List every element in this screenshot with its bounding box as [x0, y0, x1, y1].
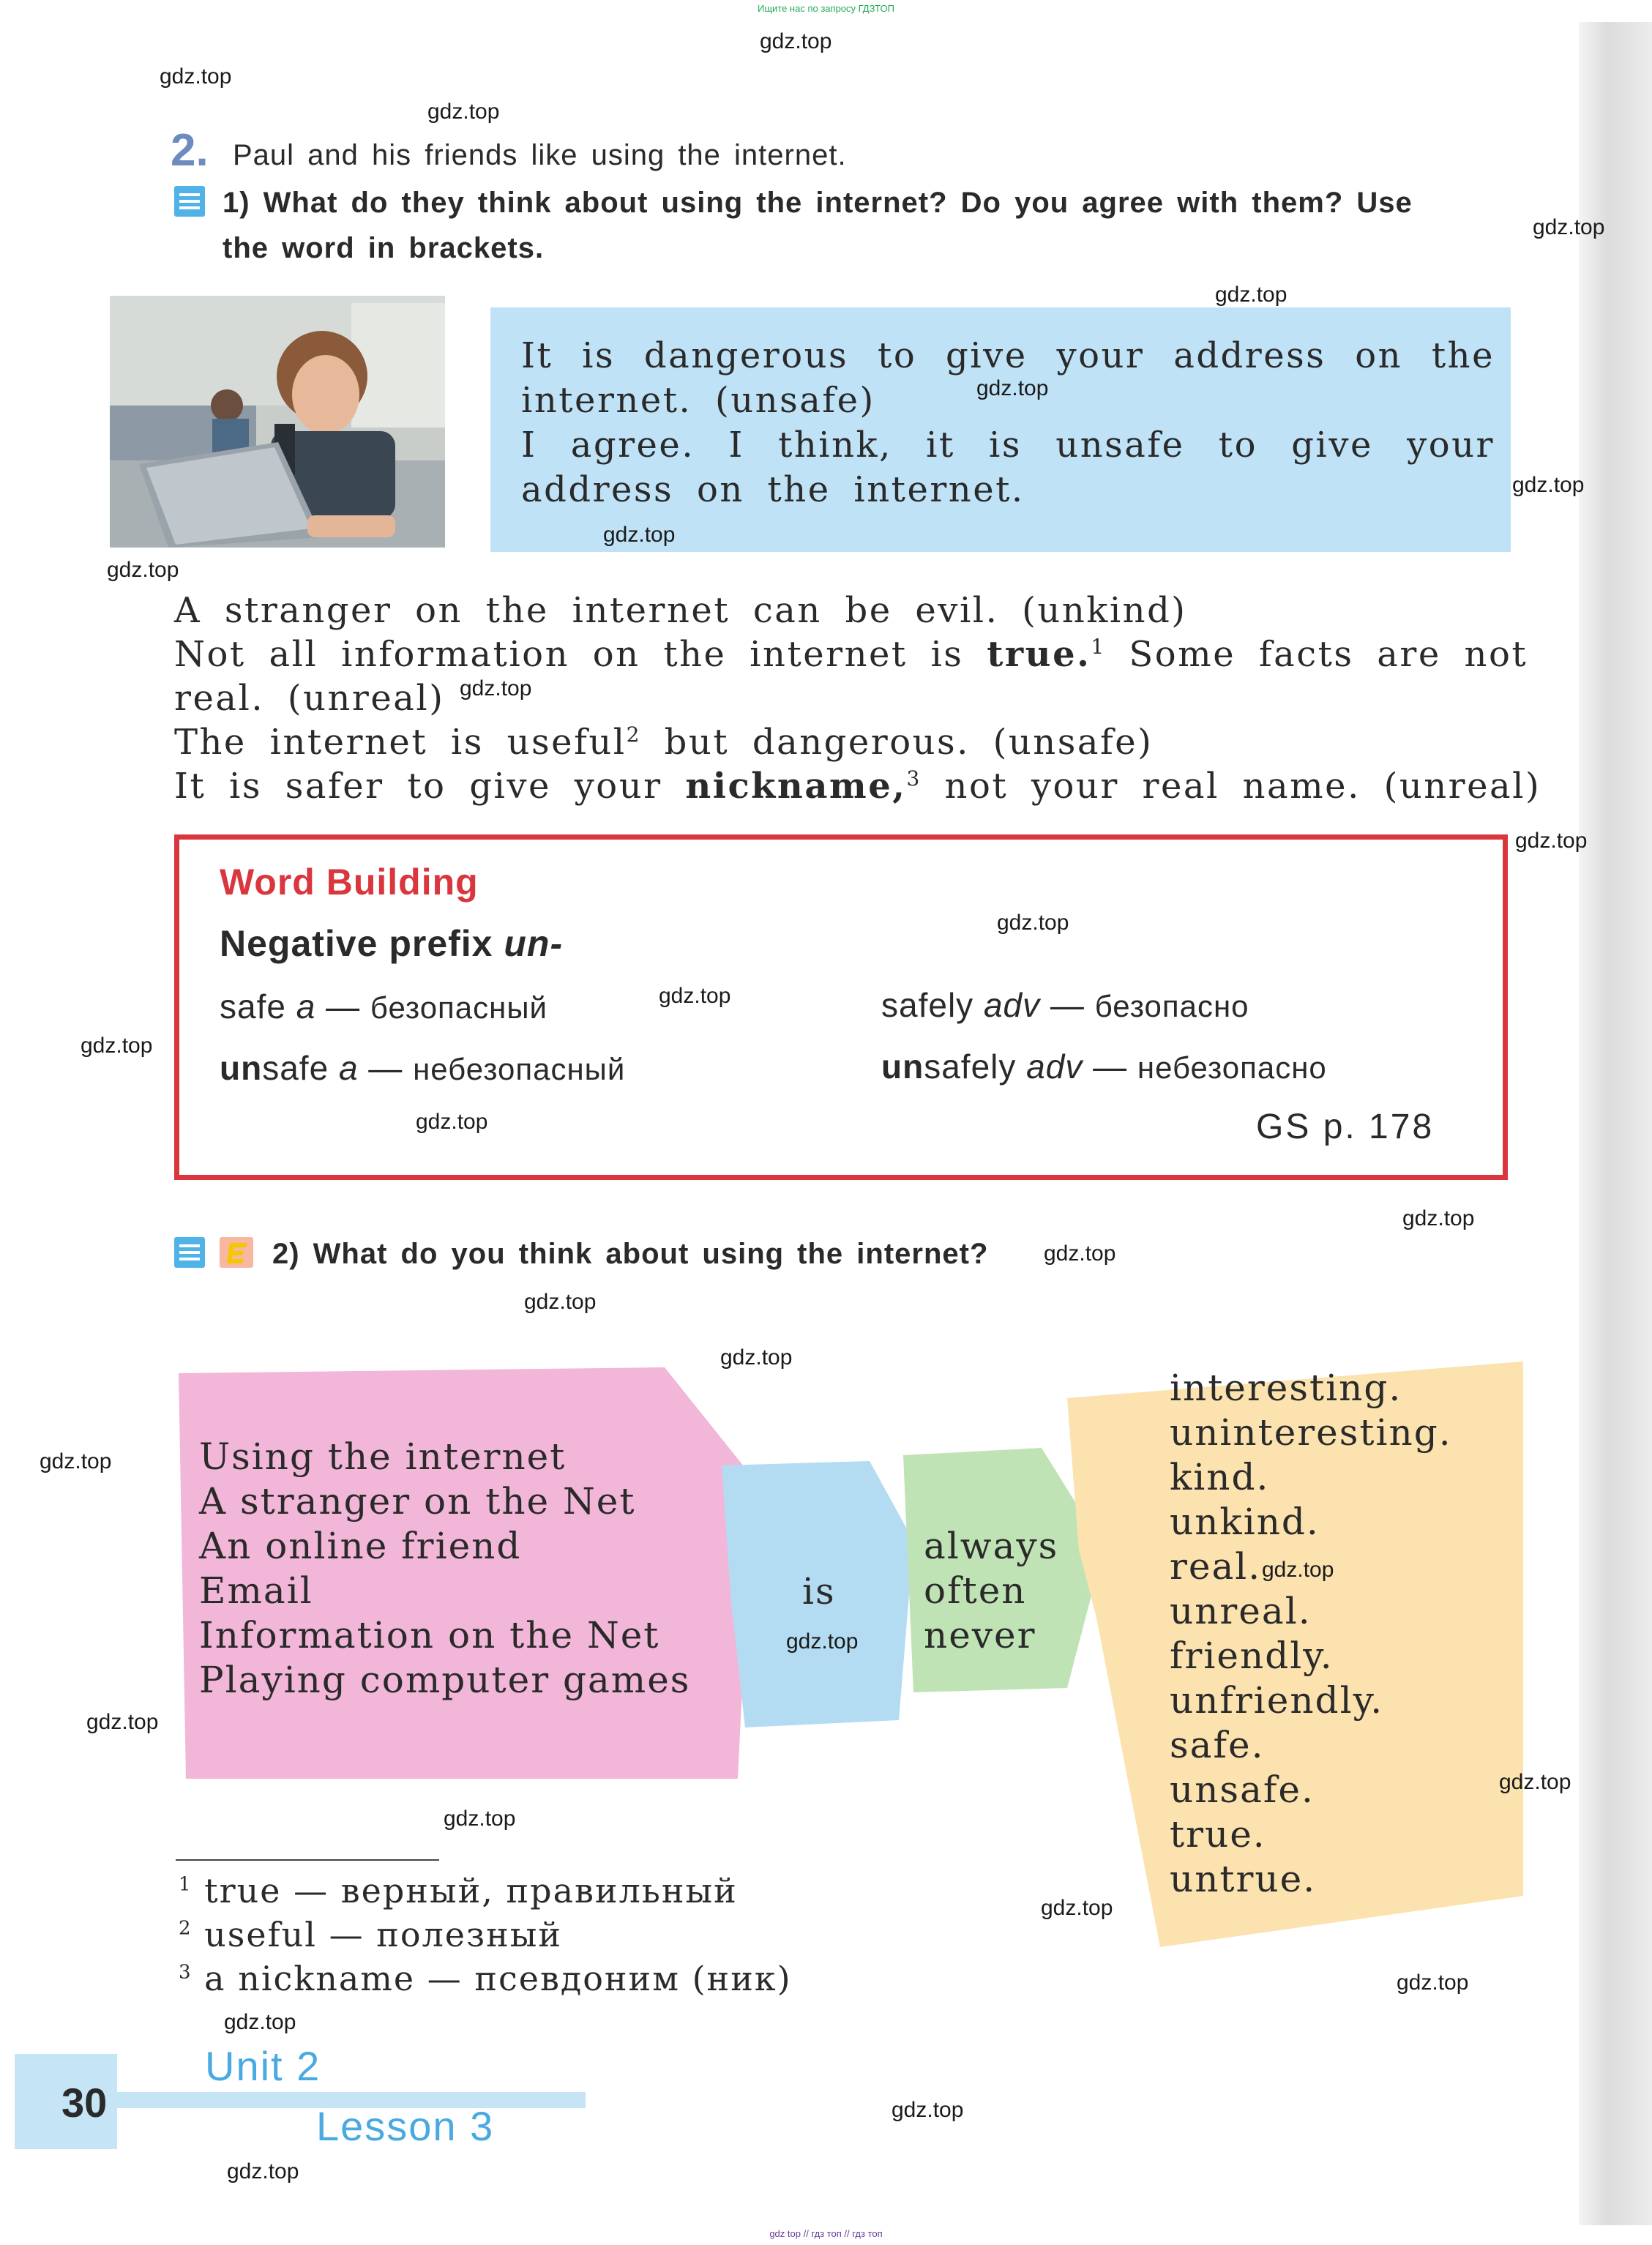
footnote-number: 2 [179, 1917, 193, 1940]
wb-dash: — [1040, 986, 1095, 1024]
watermark: gdz.top [1515, 829, 1588, 853]
adverb-item: always [924, 1525, 1059, 1567]
footnote-ref-1: 1 [1091, 635, 1106, 659]
part1-line1: 1) What do they think about using the internet? Do you agree with them? Use [223, 187, 1413, 219]
watermark: gdz.top [720, 1345, 793, 1370]
footer-note: gdz top // гдз топ // гдз топ [769, 2228, 883, 2239]
adjective-item: real. [1170, 1545, 1262, 1588]
sentence-4-bold: nickname, [685, 766, 907, 807]
watermark: gdz.top [892, 2098, 964, 2122]
subjects-list [199, 1435, 690, 1703]
page-edge-shadow [1579, 22, 1652, 2225]
sentence-3-start: The internet is useful [174, 722, 627, 763]
subject-item: An online friend [199, 1525, 522, 1567]
footnote-3 [179, 1959, 792, 1998]
watermark: gdz.top [81, 1034, 153, 1058]
sentence-3-end: but dangerous. (unsafe) [640, 722, 1154, 763]
watermark: gdz.top [160, 64, 232, 89]
watermark: gdz.top [760, 29, 832, 53]
adjective-item: true. [1170, 1813, 1266, 1856]
wb-translation: безопасный [370, 990, 547, 1025]
watermark: gdz.top [1499, 1770, 1571, 1794]
watermark: gdz.top [40, 1449, 112, 1473]
example-line4: address on the internet. [521, 469, 1025, 510]
wb-word: safe [220, 987, 296, 1026]
footnote-text: useful — полезный [204, 1915, 563, 1954]
watermark: gdz.top [659, 984, 731, 1008]
adjective-item: untrue. [1170, 1858, 1317, 1900]
footnote-number: 3 [179, 1961, 193, 1984]
example-line2: internet. (unsafe) [521, 380, 875, 421]
list-icon [174, 186, 205, 217]
verb: is [802, 1570, 836, 1613]
watermark: gdz.top [107, 558, 179, 582]
footnote-rule [176, 1859, 439, 1861]
part1-line2: the word in brackets. [223, 232, 545, 264]
part2-instruction: 2) What do you think about using the internet? [272, 1238, 989, 1270]
watermark: gdz.top [227, 2159, 299, 2184]
watermark: gdz.top [427, 100, 500, 124]
watermark: gdz.top [460, 676, 532, 701]
adjective-item: unsafe. [1170, 1768, 1315, 1811]
lesson-label: Lesson 3 [316, 2103, 495, 2149]
wb-translation: небезопасный [413, 1052, 626, 1086]
subject-item: Email [199, 1569, 313, 1612]
boy-laptop-photo [110, 296, 445, 548]
watermark: gdz.top [786, 1629, 859, 1654]
wb-prefix: un [220, 1049, 263, 1087]
subtitle-prefix: un- [504, 923, 564, 964]
wb-row1-right [881, 985, 1249, 1025]
adjective-item: interesting. [1170, 1367, 1402, 1409]
adverb-item: often [924, 1569, 1027, 1612]
adjective-item: safe. [1170, 1724, 1265, 1766]
pencil-icon [220, 1237, 253, 1268]
adjective-item: unreal. [1170, 1590, 1312, 1632]
footnote-text: a nickname — псевдоним (ник) [204, 1959, 792, 1998]
watermark: gdz.top [1533, 215, 1605, 239]
example-text [521, 334, 1495, 512]
watermark: gdz.top [224, 2010, 296, 2034]
wb-row1-left [220, 987, 547, 1026]
wb-pos: a [296, 987, 316, 1026]
example-line3: I agree. I think, it is unsafe to give your [521, 425, 1495, 466]
footnote-1 [179, 1871, 738, 1910]
wb-row2-left [220, 1048, 625, 1088]
page-number: 30 [61, 2080, 108, 2126]
adjectives-list [1170, 1366, 1452, 1902]
sentence-2-start: Not all information on the internet is [174, 634, 987, 675]
adjective-item: unkind. [1170, 1501, 1320, 1543]
word-building-title: Word Building [220, 862, 479, 903]
subtitle-text: Negative prefix [220, 923, 504, 964]
sentence-2-line2: real. (unreal) [174, 678, 445, 719]
unit-label: Unit 2 [205, 2043, 321, 2089]
watermark: gdz.top [444, 1807, 516, 1831]
wb-dash: — [1083, 1047, 1137, 1086]
wb-dash: — [315, 987, 370, 1026]
subject-item: Information on the Net [199, 1614, 660, 1656]
footnote-ref-2: 2 [626, 722, 641, 747]
footnote-number: 1 [179, 1873, 193, 1896]
watermark: gdz.top [1044, 1241, 1116, 1266]
wb-word: safe [262, 1049, 339, 1087]
wb-translation: безопасно [1094, 989, 1249, 1023]
adjective-item: friendly. [1170, 1635, 1334, 1677]
adverb-item: never [924, 1614, 1036, 1656]
adverbs-list [924, 1524, 1058, 1658]
example-line1: It is dangerous to give your address on the [521, 335, 1495, 376]
subject-item: A stranger on the Net [199, 1480, 636, 1523]
wb-row2-right [881, 1047, 1327, 1086]
sentence-1: A stranger on the internet can be evil. (unkind) [174, 590, 1187, 631]
wb-translation: небезопасно [1137, 1050, 1327, 1085]
sentence-4 [174, 766, 1541, 807]
grammar-reference: GS p. 178 [1256, 1107, 1435, 1146]
wb-pos: a [338, 1049, 359, 1087]
sentence-4-end: not your real name. (unreal) [921, 766, 1541, 807]
word-building-subtitle [220, 922, 563, 965]
part1-instruction [223, 180, 1511, 271]
watermark: gdz.top [603, 523, 676, 547]
watermark: gdz.top [1215, 283, 1287, 307]
subject-item: Using the internet [199, 1435, 567, 1478]
watermark: gdz.top [86, 1710, 159, 1734]
watermark: gdz.top [976, 376, 1049, 400]
watermark: gdz.top [1402, 1206, 1475, 1230]
adjective-item: unfriendly. [1170, 1679, 1384, 1722]
header-note: Ищите нас по запросу ГДЗТОП [757, 3, 894, 14]
watermark: gdz.top [524, 1290, 597, 1314]
sentence-2-bold: true. [987, 634, 1091, 675]
footnote-2 [179, 1915, 562, 1954]
task-intro: Paul and his friends like using the internet. [233, 139, 847, 171]
wb-pos: adv [983, 986, 1041, 1024]
footnote-text: true — верный, правильный [204, 1871, 738, 1910]
wb-prefix: un [881, 1047, 924, 1086]
wb-pos: adv [1026, 1047, 1083, 1086]
sentence-2-end: Some facts are not [1105, 634, 1528, 675]
watermark: gdz.top [1512, 473, 1585, 497]
sentence-2 [174, 634, 1528, 675]
footnote-ref-3: 3 [906, 766, 922, 791]
task-number: 2. [171, 125, 209, 176]
list-icon [174, 1237, 205, 1268]
sentence-4-start: It is safer to give your [174, 766, 686, 807]
wb-word: safely [924, 1047, 1027, 1086]
wb-dash: — [358, 1049, 414, 1087]
sentence-3 [174, 722, 1153, 763]
watermark: gdz.top [1397, 1971, 1469, 1995]
adjective-item: uninteresting. [1170, 1411, 1452, 1454]
watermark: gdz.top [997, 911, 1069, 935]
adjective-item: kind. [1170, 1456, 1270, 1498]
watermark: gdz.top [1262, 1558, 1334, 1582]
subject-item: Playing computer games [199, 1659, 691, 1701]
wb-word: safely [881, 986, 984, 1024]
watermark: gdz.top [416, 1110, 488, 1134]
watermark: gdz.top [1041, 1896, 1113, 1920]
